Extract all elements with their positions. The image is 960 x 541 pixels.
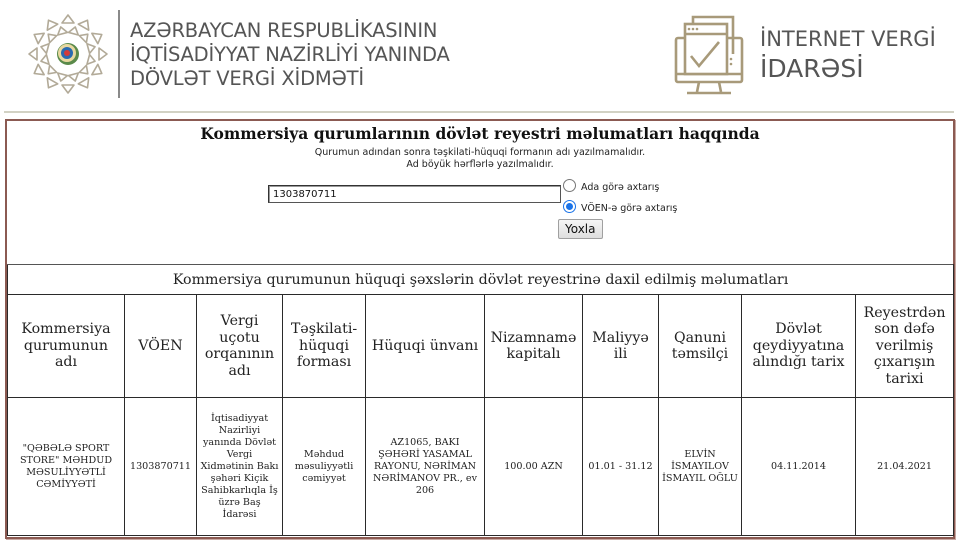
table-row [8,398,954,536]
site-header [0,0,960,112]
radio-label: VÖEN-ə görə axtarış [581,203,678,214]
registry-panel [5,119,955,539]
company-name-cell: "QƏBƏLƏ SPORT STORE" MƏHDUD MƏSULİYYƏTLİ CƏMİYYƏTİ [8,398,125,536]
table-caption: Kommersiya qurumunun hüquqi şəxslərin dövlət reyestrinə daxil edilmiş məlumatları [8,265,954,295]
state-emblem-ornament-icon [25,11,111,97]
legal-representative-cell: ELVİN İSMAYILOV İSMAYIL OĞLU [659,398,742,536]
org-name-line: İQTİSADİYYAT NAZİRLİYİ YANINDA [130,43,450,66]
radio-button[interactable] [563,179,576,192]
radio-label: Ada görə axtarış [581,182,660,193]
search-title: Kommersiya qurumlarının dövlət reyestri məlumatları haqqında [200,124,760,143]
voen-cell: 1303870711 [125,398,197,536]
organization-name [130,19,450,91]
table-caption-row [8,265,954,295]
tax-authority-cell: İqtisadiyyat Nazirliyi yanında Dövlət Vergi Xidmətinin Bakı şəhəri Kiçik Sahibkarlıqla İş üzrə Baş İdarəsi [197,398,283,536]
legal-address-cell: AZ1065, BAKI ŞƏHƏRİ YASAMAL RAYONU, NƏRİMAN NƏRİMANOV PR., ev 206 [366,398,485,536]
monitor-checkmark-icon [673,14,745,96]
radio-search-by-voen[interactable] [563,199,677,214]
column-header: Dövlət qeydiyyatına alındığı tarix [742,295,856,398]
search-form [7,121,953,265]
charter-capital-cell: 100.00 AZN [485,398,583,536]
radio-search-by-name[interactable] [563,178,659,193]
column-header: VÖEN [125,295,197,398]
radio-button[interactable] [563,200,576,213]
search-hint: Ad böyük hərflərlə yazılmalıdır. [406,159,554,170]
search-hint: Qurumun adından sonra təşkilati-hüquqi formanın adı yazılmamalıdır. [314,147,646,158]
table-header-row [8,295,954,398]
search-input[interactable] [268,185,561,203]
column-header: Kommersiya qurumunun adı [8,295,125,398]
column-header: Vergi uçotu orqanının adı [197,295,283,398]
service-name-line: İDARƏSİ [760,54,864,83]
org-name-line: AZƏRBAYCAN RESPUBLİKASININ [130,19,438,42]
legal-form-cell: Məhdud məsuliyyətli cəmiyyət [283,398,366,536]
column-header: Təşkilati-hüquqi forması [283,295,366,398]
last-extract-date-cell: 21.04.2021 [856,398,954,536]
fiscal-year-cell: 01.01 - 31.12 [583,398,659,536]
service-name [760,24,936,84]
column-header: Reyestrdən son dəfə verilmiş çıxarışın tarixi [856,295,954,398]
org-name-line: DÖVLƏT VERGİ XİDMƏTİ [130,67,364,90]
service-name-line: İNTERNET VERGİ [760,27,936,51]
column-header: Maliyyə ili [583,295,659,398]
column-header: Nizamnamə kapitalı [485,295,583,398]
logo-divider [118,10,120,98]
column-header: Qanuni təmsilçi [659,295,742,398]
column-header: Hüquqi ünvanı [366,295,485,398]
check-button[interactable]: Yoxla [558,219,603,239]
header-divider [4,111,954,113]
results-table [7,264,954,536]
registration-date-cell: 04.11.2014 [742,398,856,536]
